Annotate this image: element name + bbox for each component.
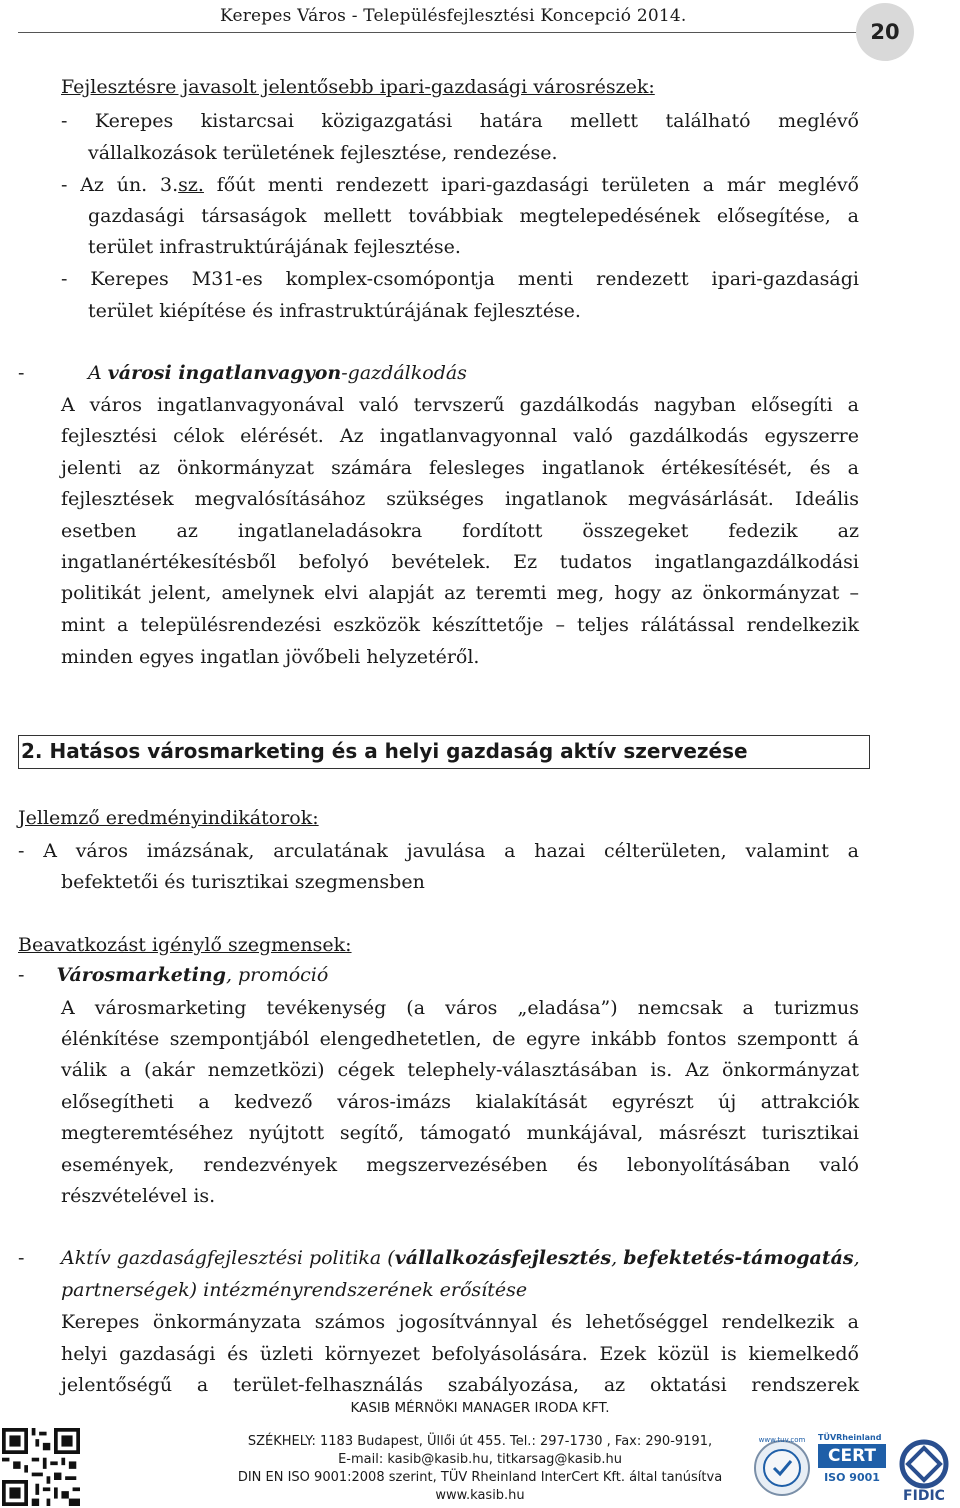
qr-code-icon — [2, 1428, 80, 1506]
para-policy-1: Kerepes önkormányzata számos jogosítvánnyal és lehetőséggel rendelkezik a — [61, 1311, 859, 1333]
district-item-1: - Kerepes kistarcsai közigazgatási határa mellett található meglévő — [61, 110, 859, 132]
tuv-cert-logo — [818, 1433, 886, 1505]
tuv-cert-label: CERT — [818, 1444, 886, 1468]
district-item-3: - Kerepes M31-es komplex-csomópontja menti rendezett ipari-gazdasági — [61, 268, 859, 290]
para-policy-3: jelentőségű a terület-felhasználás szabályozása, az oktatási rendszerek — [61, 1374, 859, 1396]
section-heading-box — [18, 735, 870, 769]
tuv-url: www.tuv.com — [758, 1436, 806, 1444]
segments-title: Beavatkozást igénylő szegmensek: — [18, 934, 352, 956]
property-section-title: A városi ingatlanvagyon-gazdálkodás — [88, 362, 467, 384]
para-property-9: minden egyes ingatlan jövőbeli helyzetéről. — [61, 646, 480, 668]
para-property-8: mint a településrendezési eszközök készíttetője – teljes rálátással rendelkezik — [61, 614, 859, 636]
document-header-title: Kerepes Város - Településfejlesztési Koncepció 2014. — [220, 6, 687, 26]
district-item-2: - Az ún. 3.sz. főút menti rendezett ipari-gazdasági területen a már meglévő — [61, 174, 859, 196]
para-marketing-4: elősegítheti a kedvező város-imázs kialakítását egyrészt új attrakciók — [61, 1091, 859, 1113]
indicators-title: Jellemző eredményindikátorok: — [18, 807, 319, 829]
para-property-5: esetben az ingatlaneladásokra fordított összegeket fedezik az — [61, 520, 859, 542]
tuv-brand: TÜVRheinland — [818, 1433, 882, 1442]
para-property-2: fejlesztési célok elérését. Az ingatlanvagyonnal való gazdálkodás egyszerre — [61, 425, 859, 447]
tuv-seal-icon — [752, 1432, 812, 1504]
footer-address: SZÉKHELY: 1183 Budapest, Üllői út 455. Tel.: 297-1730 , Fax: 290-9191, — [247, 1434, 713, 1449]
city-marketing-title: - Városmarketing, promóció — [18, 964, 329, 986]
para-policy-2: helyi gazdasági és üzleti környezet befolyásolására. Ezek közül is kiemelkedő — [61, 1343, 859, 1365]
para-property-7: politikát jelent, amelynek elvi alapját az teremti meg, hogy az önkormányzat – — [61, 582, 859, 604]
footer-email: E-mail: kasib@kasib.hu, titkarsag@kasib.hu — [338, 1452, 622, 1467]
district-item-3-cont: terület kiépítése és infrastruktúrájának fejlesztése. — [88, 300, 581, 322]
footer-company: KASIB MÉRNÖKI MANAGER IRODA KFT. — [350, 1400, 610, 1416]
indicator-item-1: - A város imázsának, arculatának javulása a hazai célterületen, valamint a — [18, 840, 859, 862]
para-property-4: fejlesztések megvalósításához szükséges ingatlanok megvásárlását. Ideális — [61, 488, 859, 510]
bullet-dash-3: - — [18, 1247, 25, 1269]
indicator-item-1-cont: befektetői és turisztikai szegmensben — [61, 871, 425, 893]
bullet-dash-1: - — [18, 362, 25, 384]
page-number-badge: 20 — [856, 3, 914, 61]
header-rule — [18, 32, 858, 33]
districts-title: Fejlesztésre javasolt jelentősebb ipari-gazdasági városrészek: — [61, 76, 655, 98]
fidic-logo-icon — [890, 1438, 958, 1504]
district-item-2-cont: gazdasági társaságok mellett továbbiak megtelepedésének elősegítése, a — [88, 205, 859, 227]
footer-website: www.kasib.hu — [435, 1488, 525, 1503]
para-marketing-5: megteremtéséhez nyújtott segítő, támogató munkájával, másrészt turisztikai — [61, 1122, 859, 1144]
economic-policy-title-cont: partnerségek) intézményrendszerének erősítése — [61, 1279, 528, 1301]
para-marketing-3: válik a (akár nemzetközi) cégek telephely-választásában is. Az önkormányzat — [61, 1059, 859, 1081]
para-marketing-2: élénkítése szempontjából elengedhetetlen, de egyre inkább fontos szempontt á — [61, 1028, 859, 1050]
para-property-1: A város ingatlanvagyonával való tervszerű gazdálkodás nagyban elősegíti a — [61, 394, 859, 416]
para-marketing-7: részvételével is. — [61, 1185, 216, 1207]
para-marketing-1: A városmarketing tevékenység (a város „eladása”) nemcsak a turizmus — [61, 997, 859, 1019]
district-item-2-cont2: terület infrastruktúrájának fejlesztése. — [88, 236, 461, 258]
fidic-label: FIDIC — [903, 1488, 945, 1504]
district-item-1-cont: vállalkozások területének fejlesztése, rendezése. — [88, 142, 558, 164]
footer-certification: DIN EN ISO 9001:2008 szerint, TÜV Rheinland InterCert Kft. által tanúsítva — [237, 1470, 723, 1485]
para-property-6: ingatlanértékesítésből befolyó bevételek. Ez tudatos ingatlangazdálkodási — [61, 551, 859, 573]
tuv-iso-label: ISO 9001 — [824, 1471, 880, 1484]
economic-policy-title: Aktív gazdaságfejlesztési politika (vállalkozásfejlesztés, befektetés-támogatás, — [61, 1247, 860, 1269]
section-heading: 2. Hatásos városmarketing és a helyi gazdaság aktív szervezése — [21, 739, 748, 763]
para-property-3: jelenti az önkormányzat számára felesleges ingatlanok értékesítését, és a — [61, 457, 859, 479]
para-marketing-6: események, rendezvények megszervezésében és lebonyolításában való — [61, 1154, 859, 1176]
sz-underlined: sz. — [178, 174, 204, 196]
